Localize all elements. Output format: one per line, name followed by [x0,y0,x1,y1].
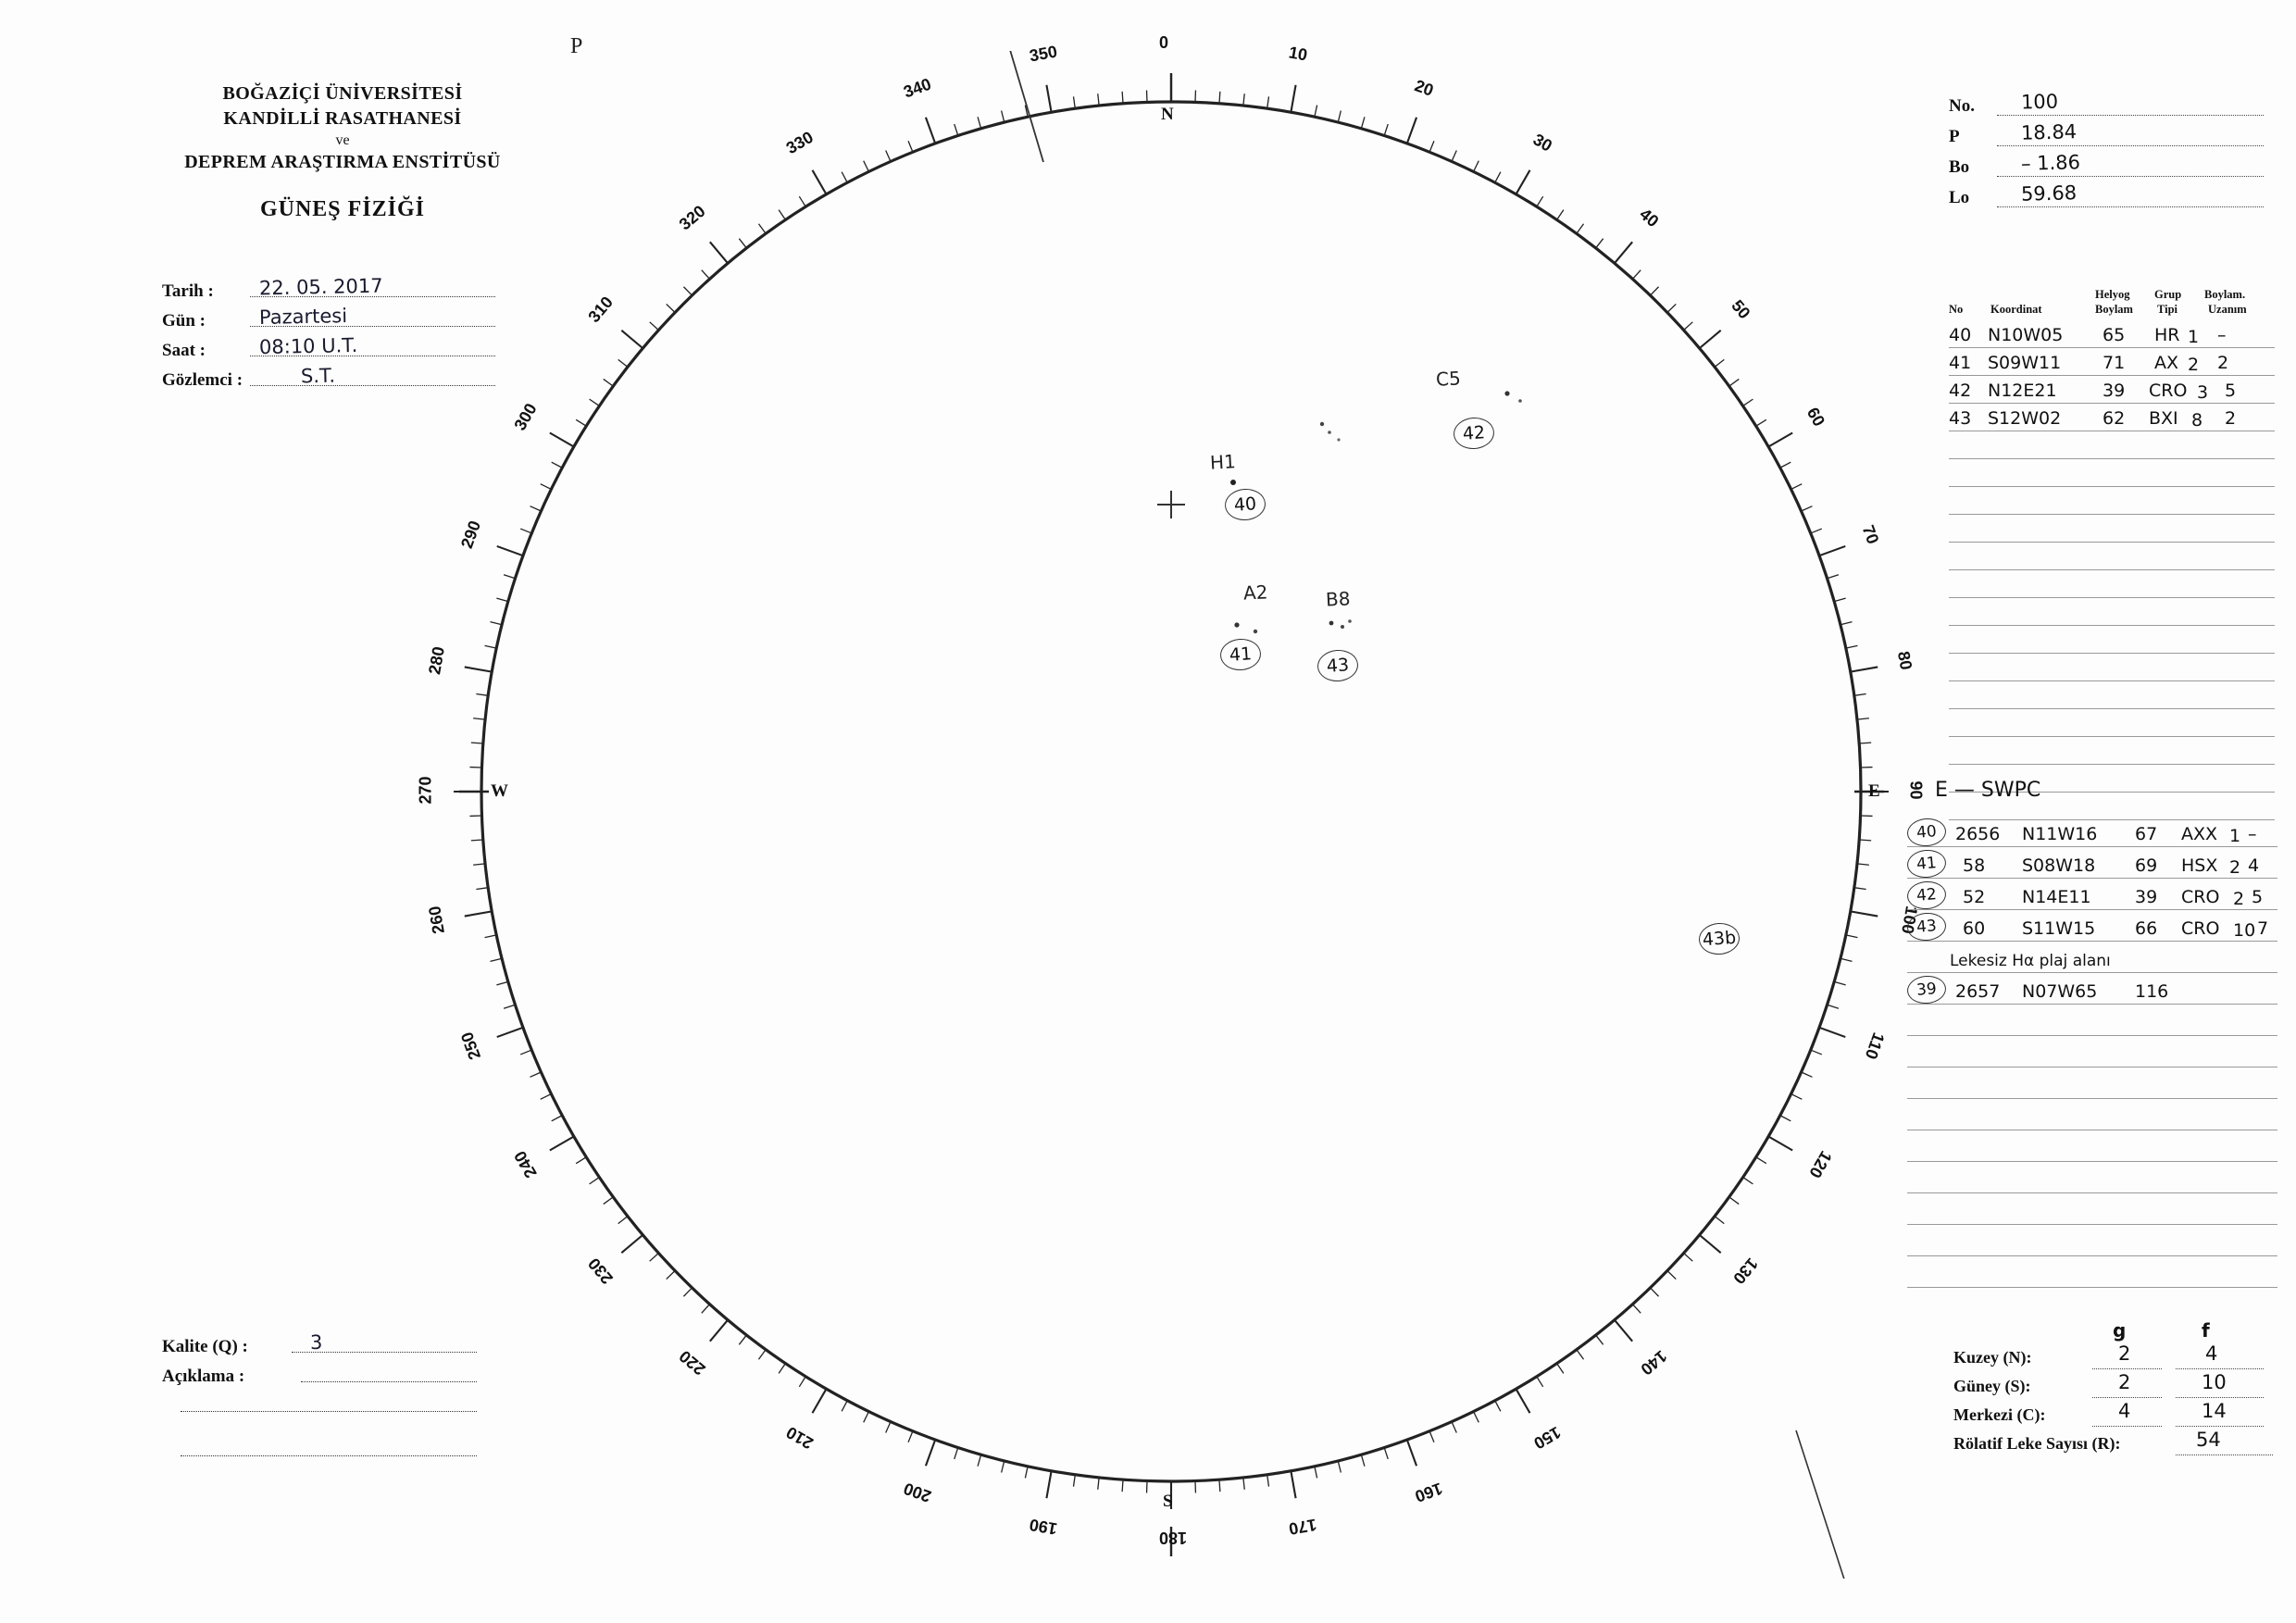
param-lo-label: Lo [1949,188,1970,207]
field-time-value[interactable]: 08:10 U.T. [258,333,358,359]
cell-koordinat: N10W05 [1988,325,2064,345]
swpc-cell-a: 60 [1963,918,1986,939]
tick-label-100: 100 [1897,905,1921,936]
swpc-cell-b: N11W16 [2022,824,2098,844]
param-p-label: P [1949,127,1960,146]
tick-label-130: 130 [1729,1254,1762,1288]
tick-label-290: 290 [456,518,484,551]
spot-circle-40: 40 [1224,488,1267,522]
count-rule-f [2176,1368,2264,1369]
spot-count-summary [1953,1319,2277,1460]
spot-circle-42: 42 [1453,417,1495,451]
cell-boylam: 71 [2103,353,2126,373]
cell-boylam: 39 [2103,381,2126,401]
swpc-cell-e: 5 [2252,887,2264,907]
swpc-cell-b: N14E11 [2022,887,2091,907]
cell-no: 42 [1949,381,1972,401]
spot-circle-43: 43 [1316,649,1359,683]
cardinal-east: E [1868,781,1880,801]
swpc-cell-d-sub: 10 [2233,920,2256,941]
swpc-cell-b: S11W15 [2022,918,2096,939]
table-blank-rows [1949,431,2275,820]
blank-row [1949,737,2275,765]
count-row-relative [1953,1431,2277,1460]
param-bo [1949,151,2264,184]
swpc-cell-a: 2656 [1955,824,2001,844]
cardinal-west: W [491,781,508,801]
field-quality-label: Kalite (Q) : [162,1337,248,1356]
field-note-label: Açıklama : [162,1367,245,1386]
blank-row [1907,1067,2277,1099]
th-boylam: Boylam [2095,303,2133,316]
count-label-north: Kuzey (N): [1953,1348,2032,1367]
th-uzanim: Uzanım [2208,303,2247,316]
param-no-value[interactable]: 100 [2020,90,2059,114]
count-rule-relative [2176,1454,2273,1455]
cell-koordinat: N12E21 [1988,381,2057,401]
sunspot-table [1949,278,2275,820]
count-column-headers [1953,1319,2277,1345]
swpc-row [1907,910,2277,942]
swpc-blank-rows [1907,1005,2277,1288]
field-time-label: Saat : [162,341,206,360]
note-line-3 [181,1455,477,1456]
tick-label-300: 300 [510,399,541,433]
institution-line-3: DEPREM ARAŞTIRMA ENSTİTÜSÜ [184,152,501,172]
param-no [1949,90,2264,123]
tick-label-340: 340 [901,74,934,102]
tick-label-190: 190 [1028,1515,1059,1539]
swpc-row-circle: 42 [1906,880,1947,911]
swpc-cell-d: AXX [2181,824,2218,844]
tick-label-350: 350 [1028,42,1059,66]
count-value-f: 4 [2205,1342,2218,1365]
count-col-f: f [2202,1319,2210,1342]
disc-svg [435,51,1916,1579]
cardinal-north: N [1161,105,1174,124]
spot-label-a2: A2 [1242,581,1269,605]
field-day-label: Gün : [162,311,206,331]
param-no-label: No. [1949,96,1975,116]
cell-no: 43 [1949,408,1972,429]
parameter-block [1949,90,2264,215]
th-boylam-uz: Boylam. [2204,288,2246,301]
blank-row [1907,1193,2277,1225]
count-label-center: Merkezi (C): [1953,1405,2046,1424]
cell-no: 41 [1949,353,1972,373]
tick-label-180: 180 [1159,1529,1188,1547]
blank-row [1949,487,2275,515]
swpc-cell-e: 7 [2257,918,2269,939]
tick-label-40: 40 [1635,204,1663,231]
spot-circle-41: 41 [1219,638,1262,672]
cell-uzanim: – [2217,325,2227,345]
spot-label-b8: B8 [1325,587,1352,611]
count-rule-g [2092,1368,2162,1369]
tick-label-170: 170 [1287,1515,1318,1539]
tick-label-270: 270 [416,776,435,805]
tick-label-230: 230 [584,1254,617,1288]
count-value-relative: 54 [2196,1429,2221,1451]
count-value-g: 2 [2118,1371,2131,1393]
swpc-row [1907,816,2277,847]
swpc-cell-d-sub: 2 [2229,857,2241,878]
tick-label-70: 70 [1858,522,1883,547]
tick-label-310: 310 [584,293,617,327]
cell-tip: BXI [2149,408,2178,429]
cell-koordinat: S12W02 [1988,408,2062,429]
table-row [1949,320,2275,348]
count-row-north [1953,1342,2277,1374]
blank-row [1949,459,2275,487]
swpc-cell-b: N07W65 [2022,981,2098,1002]
swpc-cell-c: 39 [2135,887,2158,907]
blank-row [1907,1162,2277,1193]
tick-label-160: 160 [1412,1479,1445,1506]
swpc-cell-d-sub: 2 [2233,889,2245,909]
swpc-cell-d: CRO [2181,918,2220,939]
swpc-row [1907,973,2277,1005]
blank-row [1907,1036,2277,1067]
tick-label-260: 260 [425,905,449,936]
blank-row [1907,1099,2277,1130]
swpc-cell-a: 2657 [1955,981,2001,1002]
field-observer-value[interactable]: S.T. [300,364,336,388]
count-value-g: 4 [2118,1400,2131,1422]
swpc-note-row [1907,942,2277,973]
blank-row [1949,570,2275,598]
tick-label-320: 320 [676,201,709,234]
tick-label-50: 50 [1728,296,1754,323]
swpc-block [1907,779,2277,1288]
tick-label-280: 280 [425,644,449,676]
swpc-cell-d: CRO [2181,887,2220,907]
p-axis-label: P [570,34,583,58]
tick-label-90: 90 [1906,780,1926,800]
param-p [1949,120,2264,154]
th-koordinat: Koordinat [1990,303,2042,316]
param-lo-rule [1997,206,2264,207]
swpc-note: Lekesiz Hα plaj alanı [1950,952,2111,970]
swpc-row-circle: 43 [1906,911,1947,943]
param-p-rule [1997,145,2264,146]
blank-row [1949,431,2275,459]
field-note [162,1363,477,1392]
institution-line-2: KANDİLLİ RASATHANESİ [223,108,462,129]
field-date-label: Tarih : [162,281,214,301]
tick-label-200: 200 [901,1479,934,1506]
note-line-2 [181,1411,477,1412]
blank-row [1907,1256,2277,1288]
sun-disc-diagram [416,33,1926,1579]
blank-row [1949,598,2275,626]
count-col-g: g [2113,1319,2127,1342]
swpc-cell-c: 66 [2135,918,2158,939]
param-bo-label: Bo [1949,157,1970,177]
swpc-cell-c: 69 [2135,855,2158,876]
tick-label-80: 80 [1893,649,1915,671]
swpc-row [1907,879,2277,910]
spot-label-c5: C5 [1435,367,1462,391]
table-row [1949,376,2275,404]
swpc-title-row [1907,779,2277,816]
tick-label-250: 250 [456,1030,484,1063]
swpc-cell-d-sub: 1 [2229,826,2241,846]
cell-tip-sub: 1 [2188,327,2200,347]
cell-tip-sub: 8 [2191,410,2203,431]
th-helyog: Helyog [2095,288,2130,301]
tick-label-150: 150 [1529,1422,1564,1453]
tick-label-120: 120 [1805,1147,1836,1181]
blank-row [1949,654,2275,681]
tick-label-60: 60 [1803,404,1828,430]
swpc-cell-e: 4 [2248,855,2260,876]
swpc-cell-a: 58 [1963,855,1986,876]
param-p-value[interactable]: 18.84 [2020,120,2078,144]
cell-tip-sub: 3 [2197,382,2209,403]
th-grup: Grup [2154,288,2182,301]
swpc-cell-e: – [2248,824,2257,844]
cardinal-south: S [1163,1492,1173,1511]
tick-label-110: 110 [1861,1030,1889,1062]
tick-label-20: 20 [1412,75,1437,100]
swpc-cell-b: S08W18 [2022,855,2096,876]
blank-row [1949,681,2275,709]
blank-row [1907,1130,2277,1162]
cell-tip: HR [2154,325,2180,345]
count-row-south [1953,1371,2277,1403]
count-rule-g [2092,1426,2162,1427]
cell-uzanim: 2 [2217,353,2229,373]
param-no-rule [1997,115,2264,116]
param-bo-value[interactable]: – 1.86 [2020,151,2081,175]
field-date-value[interactable]: 22. 05. 2017 [258,274,383,300]
swpc-row-circle: 41 [1906,848,1947,880]
count-rule-g [2092,1397,2162,1398]
cell-boylam: 62 [2103,408,2126,429]
table-row [1949,404,2275,431]
cell-boylam: 65 [2103,325,2126,345]
tick-label-0: 0 [1159,33,1169,52]
count-label-south: Güney (S): [1953,1377,2031,1395]
tick-label-330: 330 [782,128,817,158]
tick-label-140: 140 [1637,1346,1671,1380]
blank-row [1949,515,2275,543]
swpc-row [1907,847,2277,879]
page-title: GÜNEŞ FİZİĞİ [259,197,426,221]
blank-row [1907,1225,2277,1256]
count-rule-f [2176,1397,2264,1398]
tick-label-240: 240 [510,1147,541,1181]
count-value-f: 14 [2202,1400,2227,1422]
table-header-row [1949,278,2275,320]
quality-fields [162,1330,477,1392]
swpc-row-circle: 40 [1906,817,1947,848]
spot-circle-43b: 43b [1698,922,1741,956]
field-day-value[interactable]: Pazartesi [258,305,348,329]
cell-uzanim: 2 [2225,408,2237,429]
tick-label-30: 30 [1529,130,1555,156]
count-rule-f [2176,1426,2264,1427]
tick-label-10: 10 [1287,43,1309,65]
blank-row [1907,1005,2277,1036]
tick-label-220: 220 [676,1346,709,1380]
param-lo-value[interactable]: 59.68 [2020,181,2078,206]
field-quality [162,1330,477,1363]
swpc-cell-c: 116 [2135,981,2169,1002]
count-value-g: 2 [2118,1342,2131,1365]
cell-no: 40 [1949,325,1972,345]
institution-conjunction: ve [335,132,350,148]
cell-tip: AX [2154,353,2179,373]
blank-row [1949,543,2275,570]
institution-line-1: BOĞAZİÇİ ÜNİVERSİTESİ [222,83,463,104]
swpc-cell-c: 67 [2135,824,2158,844]
spot-label-h1: H1 [1209,450,1237,474]
swpc-cell-d: HSX [2181,855,2218,876]
cell-uzanim: 5 [2225,381,2237,401]
field-quality-value[interactable]: 3 [309,1330,323,1355]
table-row [1949,348,2275,376]
swpc-label: E — SWPC [1935,779,2041,802]
blank-row [1949,709,2275,737]
cell-tip-sub: 2 [2188,355,2200,375]
param-bo-rule [1997,176,2264,177]
th-tipi: Tipi [2157,303,2178,316]
th-no: No [1949,303,1964,316]
cell-tip: CRO [2149,381,2188,401]
swpc-cell-a: 52 [1963,887,1986,907]
tick-label-210: 210 [782,1422,817,1453]
cell-koordinat: S09W11 [1988,353,2062,373]
count-row-center [1953,1400,2277,1431]
blank-row [1949,626,2275,654]
field-observer-label: Gözlemci : [162,370,243,390]
swpc-row-circle: 39 [1906,974,1947,1005]
param-lo [1949,181,2264,215]
count-label-relative: Rölatif Leke Sayısı (R): [1953,1434,2121,1453]
count-value-f: 10 [2202,1371,2227,1393]
